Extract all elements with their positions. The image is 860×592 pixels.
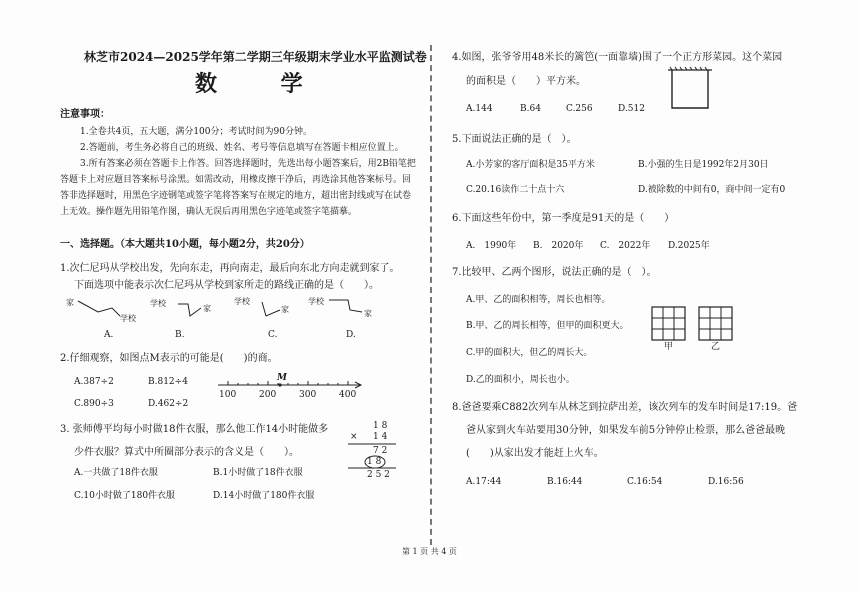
q3-calc-r1: 7 2: [373, 446, 388, 456]
subject-title: 数 学: [195, 71, 331, 97]
q1-c-school: 学校: [234, 297, 250, 306]
q4-option-b[interactable]: B.64: [520, 104, 541, 114]
q3-option-c[interactable]: C.10小时做了180件衣服: [74, 491, 176, 501]
q4-option-d[interactable]: D.512: [618, 104, 645, 114]
q4-stem: 4.如图，张爷爷用48米长的篱笆(一面靠墙)围了一个正方形菜园。这个菜园: [452, 52, 783, 63]
q5-option-c[interactable]: C.20.16读作二十点十六: [466, 185, 565, 195]
q3-option-d[interactable]: D.14小时做了180件衣服: [213, 491, 315, 501]
section-heading: 一、选择题。（本大题共10小题，每小题2分，共20分）: [60, 239, 310, 250]
q1-option-d[interactable]: D.: [346, 330, 356, 340]
q8-option-c[interactable]: C.16:54: [627, 477, 663, 487]
q2-option-a[interactable]: A.387÷2: [74, 377, 114, 387]
q8-stem: 爸从家到火车站要用30分钟，如果发车前5分钟停止检票，那么爸爸最晚: [466, 425, 786, 436]
q3-calc-r2: 1 8: [367, 457, 382, 467]
q5-option-d[interactable]: D.被除数的中间有0，商中间一定有0: [638, 185, 786, 195]
q2-option-b[interactable]: B.812÷4: [148, 377, 188, 387]
q2-tick: 400: [339, 390, 357, 400]
q3-calc-op: ×: [350, 432, 358, 442]
q1-b-school: 学校: [150, 299, 166, 308]
q2-point-m: M: [277, 373, 287, 383]
q1-a-school: 学校: [120, 314, 136, 323]
notice-item: 2.答题前，考生务必将自己的班级、姓名、考号等信息填写在答题卡相应位置上。: [80, 143, 404, 153]
q1-a-home: 家: [66, 298, 74, 307]
q3-stem: 少件衣服？算式中所圈部分表示的含义是（ ）。: [74, 447, 299, 458]
notice-item: 上无效。操作题先用铅笔作图，确认无误后再用黑色字迹笔或签字笔描摹。: [60, 207, 358, 217]
q4-stem: 的面积是（ ）平方米。: [466, 76, 586, 87]
q1-option-c[interactable]: C.: [268, 330, 278, 340]
page-footer: 第 1 页 共 4 页: [402, 547, 457, 556]
q6-option-d[interactable]: D.2025年: [668, 241, 710, 251]
q4-option-a[interactable]: A.144: [466, 104, 493, 114]
q7-option-c[interactable]: C.甲的面积大，但乙的周长大。: [466, 348, 593, 358]
q1-d-school: 学校: [308, 297, 324, 306]
q5-option-a[interactable]: A.小芳家的客厅面积是35平方米: [466, 160, 595, 170]
q7-option-b[interactable]: B.甲、乙的周长相等，但甲的面积更大。: [466, 321, 629, 331]
q2-tick: 300: [299, 390, 317, 400]
q7-option-a[interactable]: A.甲、乙的面积相等，周长也相等。: [466, 295, 611, 305]
q2-option-c[interactable]: C.890÷3: [74, 399, 114, 409]
notice-item: 答题卡上对应题目答案标号涂黑。如需改动，用橡皮擦干净后，再选涂其他答案标号。回: [60, 175, 412, 185]
q1-option-a[interactable]: A.: [104, 330, 114, 340]
q7-stem: 7.比较甲、乙两个图形，说法正确的是（ ）。: [452, 267, 657, 278]
q7-option-d[interactable]: D.乙的面积小，周长也小。: [466, 375, 575, 385]
q8-option-b[interactable]: B.16:44: [547, 477, 583, 487]
q1-b-home: 家: [203, 304, 211, 313]
q3-calc-a: 1 8: [373, 421, 388, 431]
q2-tick: 100: [219, 390, 237, 400]
q1-stem: 下面选项中能表示次仁尼玛从学校到家所走的路线正确的是（ ）。: [74, 280, 379, 291]
q1-c-home: 家: [281, 305, 289, 314]
notice-item: 答非选择题时，用黑色字迹钢笔或签字笔将答案写在规定的地方，超出密封线或写在试卷: [60, 191, 412, 201]
exam-title: 林芝市2024—2025学年第二学期三年级期末学业水平监测试卷: [84, 50, 427, 64]
q8-stem: 8.爸爸要乘C882次列车从林芝到拉萨出差，该次列车的发车时间是17:19。爸: [452, 402, 798, 413]
notice-heading: 注意事项：: [60, 109, 110, 120]
q6-stem: 6.下面这些年份中，第一季度是91天的是（ ）: [452, 213, 675, 224]
q8-stem: ( )从家出发才能赶上火车。: [466, 448, 604, 459]
q5-stem: 5.下面说法正确的是（ ）。: [452, 134, 577, 145]
q4-option-c[interactable]: C.256: [566, 104, 593, 114]
q3-option-a[interactable]: A.一共做了18件衣服: [74, 468, 158, 478]
notice-item: 3.所有答案必须在答题卡上作答。回答选择题时，先选出每小题答案后，用2B铅笔把: [80, 159, 416, 169]
q2-tick: 200: [259, 390, 277, 400]
q6-option-c[interactable]: C. 2022年: [600, 241, 651, 251]
q8-option-d[interactable]: D.16:56: [708, 477, 744, 487]
q2-stem: 2.仔细观察，如图点M表示的可能是( )的商。: [60, 353, 278, 364]
q6-option-a[interactable]: A. 1990年: [466, 241, 517, 251]
notice-item: 1.全卷共4页，五大题，满分100分；考试时间为90分钟。: [80, 127, 312, 137]
q3-stem: 3. 张师傅平均每小时做18件衣服，那么他工作14小时能做多: [60, 424, 329, 435]
q1-stem: 1.次仁尼玛从学校出发，先向东走，再向南走，最后向东北方向走就到家了。: [60, 263, 400, 274]
q7-label-jia: 甲: [664, 342, 674, 352]
q7-label-yi: 乙: [711, 342, 721, 352]
q3-calc-r3: 2 5 2: [367, 470, 390, 480]
q1-d-home: 家: [364, 309, 372, 318]
q6-option-b[interactable]: B. 2020年: [533, 241, 584, 251]
q8-option-a[interactable]: A.17:44: [466, 477, 502, 487]
q2-option-d[interactable]: D.462÷2: [148, 399, 189, 409]
q1-option-b[interactable]: B.: [175, 330, 185, 340]
q3-option-b[interactable]: B.1小时做了18件衣服: [213, 468, 303, 478]
q5-option-b[interactable]: B.小强的生日是1992年2月30日: [638, 160, 769, 170]
q3-calc-b: 1 4: [373, 432, 388, 442]
